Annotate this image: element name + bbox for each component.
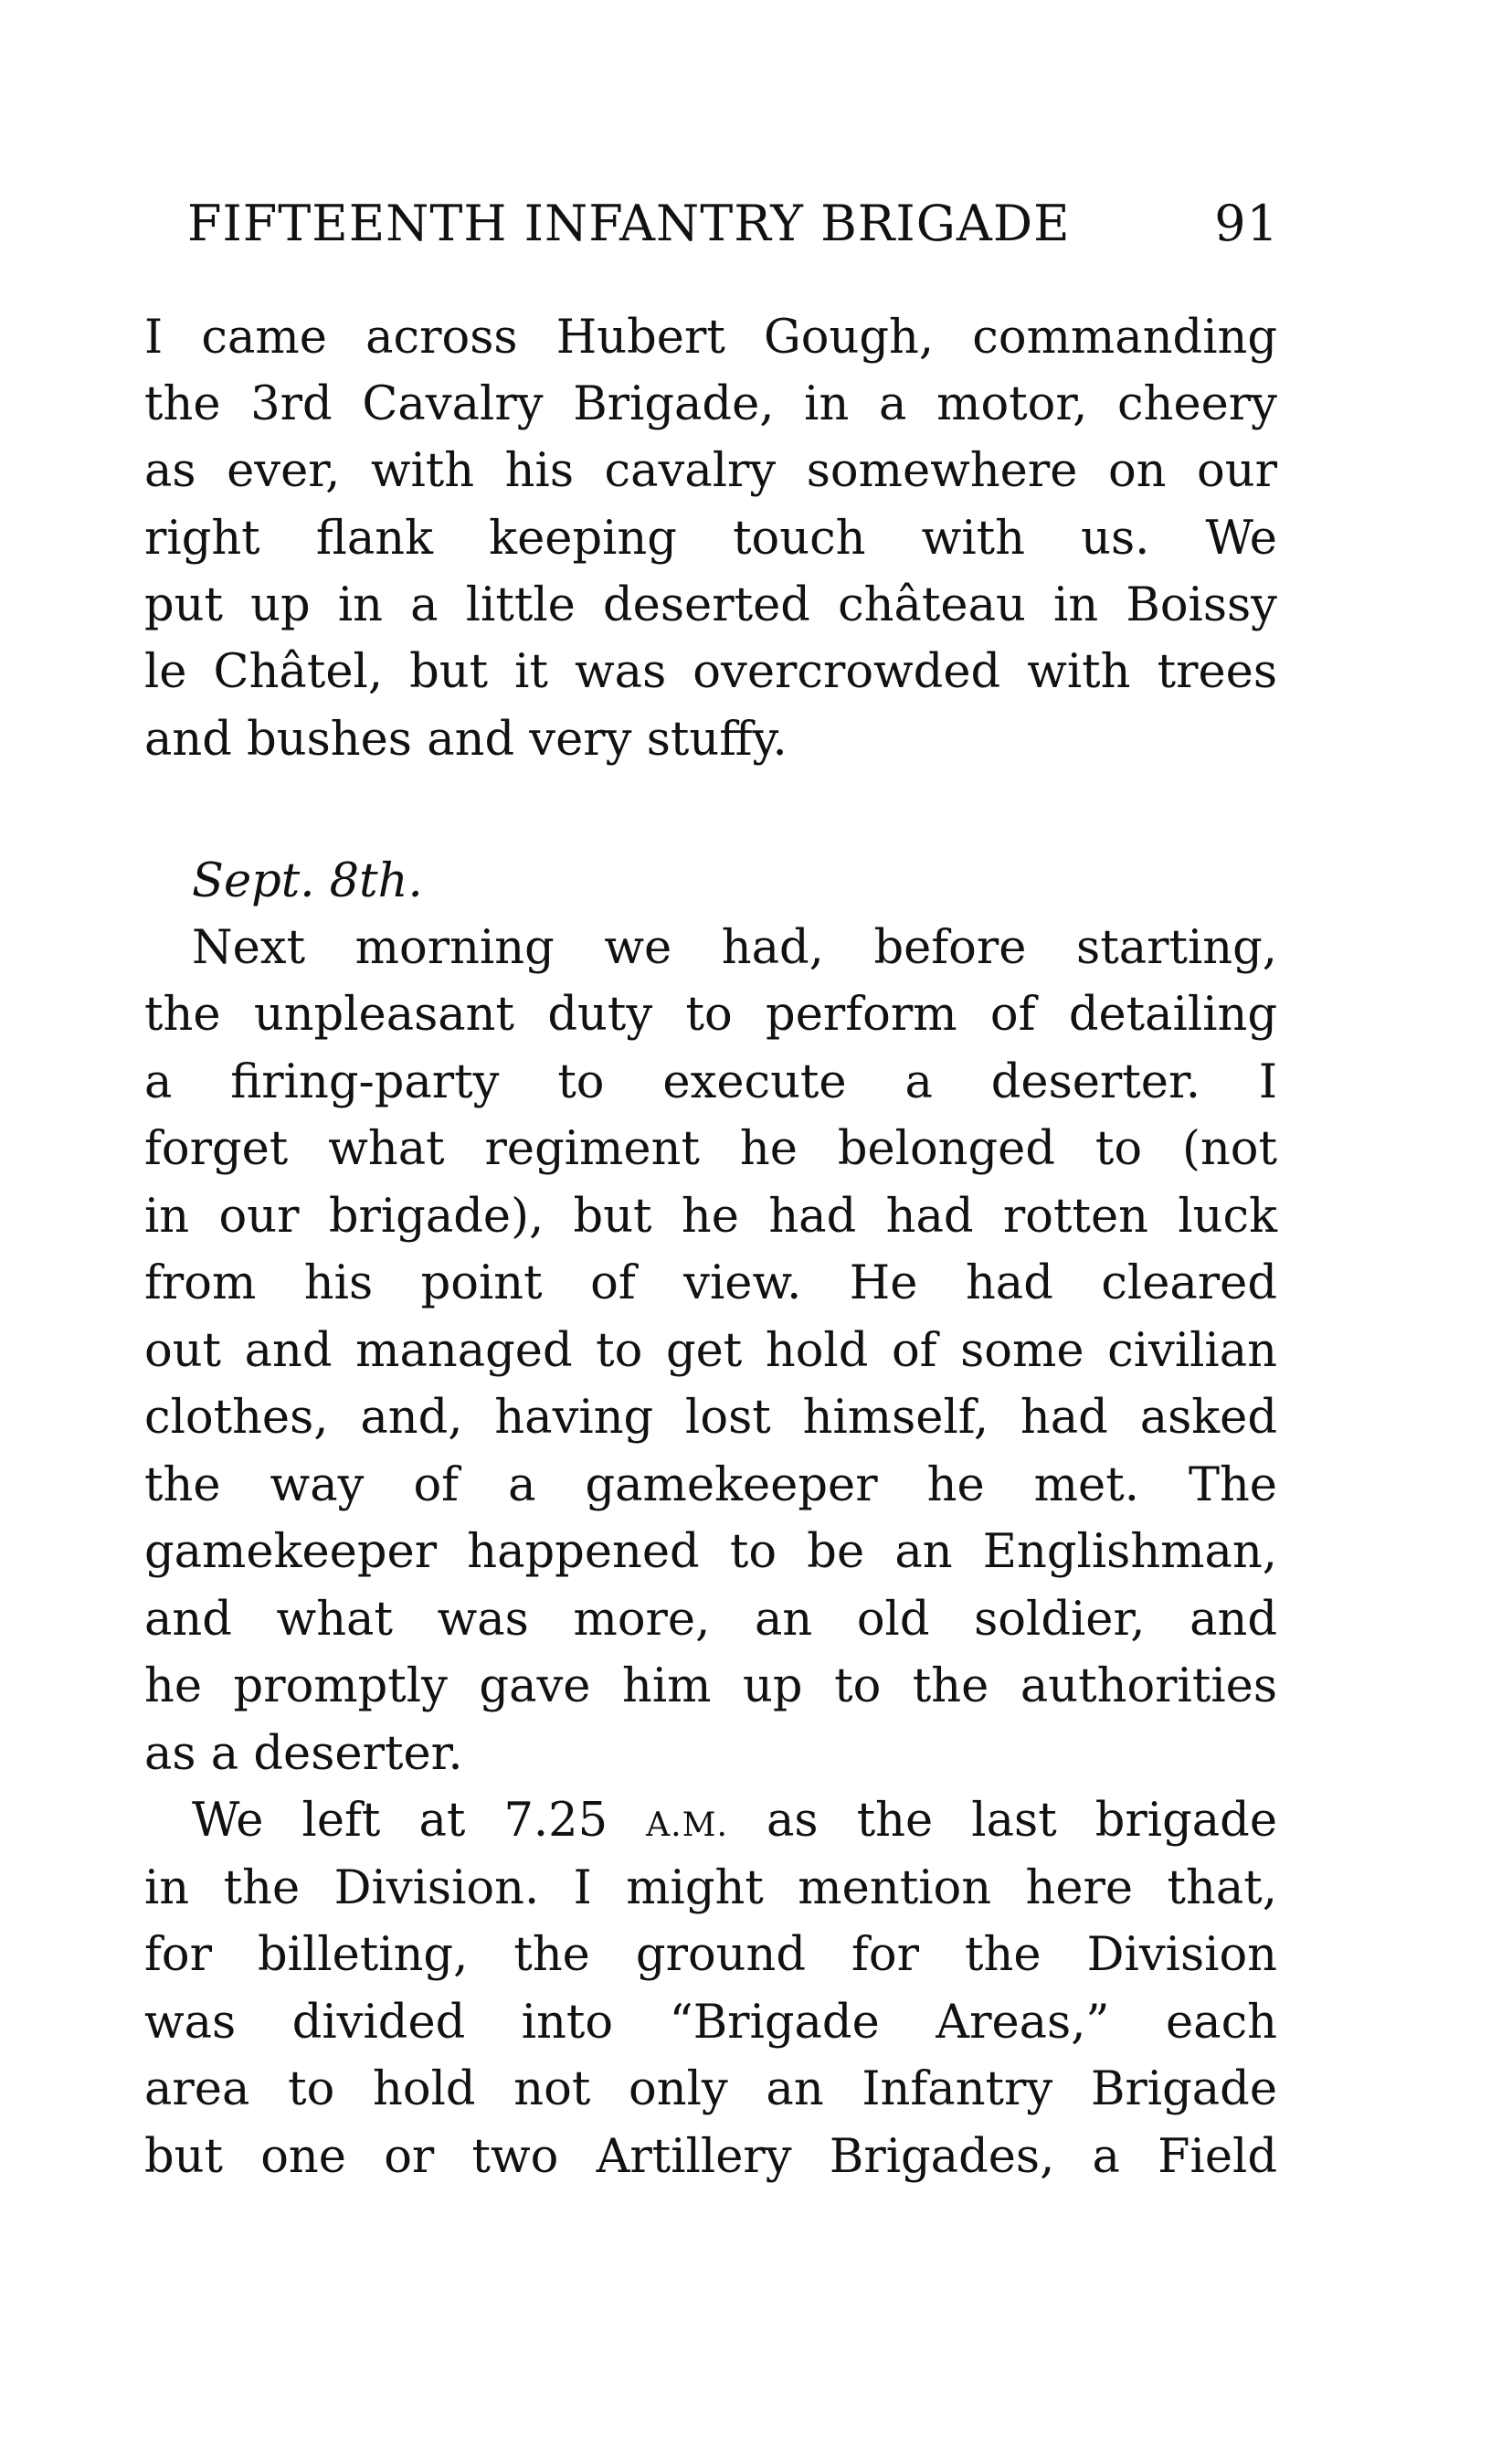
text-line: forget what regiment he belonged to (not [144, 1122, 1277, 1176]
text-line [192, 1789, 1277, 1853]
text-line: gamekeeper happened to be an Englishman, [144, 1525, 1277, 1579]
text-line: a firing-party to execute a deserter. I [144, 1055, 1277, 1109]
text-line: Next morning we had, before starting, [192, 921, 1277, 975]
text-line: and bushes and very stuffy. [144, 713, 788, 767]
text-line: from his point of view. He had cleared [144, 1256, 1277, 1310]
text-line: I came across Hubert Gough, commanding [144, 311, 1277, 365]
text-line: the unpleasant duty to perform of detailing [144, 988, 1277, 1042]
text-line: clothes, and, having lost himself, had asked [144, 1391, 1277, 1445]
text-fragment: as the last brigade [767, 1794, 1278, 1848]
text-line: le Châtel, but it was overcrowded with trees [144, 645, 1277, 699]
text-line: right flank keeping touch with us. We [144, 512, 1277, 566]
text-line: and what was more, an old soldier, and [144, 1593, 1277, 1647]
text-line: but one or two Artillery Brigades, a Field [144, 2130, 1277, 2184]
text-line: as ever, with his cavalry somewhere on our [144, 444, 1277, 498]
text-line: was divided into “Brigade Areas,” each [144, 1996, 1277, 2050]
running-head-title: FIFTEENTH INFANTRY BRIGADE [187, 195, 1071, 252]
dateline: Sept. 8th. [192, 854, 423, 908]
text-line: as a deserter. [144, 1727, 463, 1781]
text-line: area to hold not only an Infantry Brigade [144, 2062, 1277, 2116]
page-number: 91 [1214, 195, 1279, 252]
text-line: the 3rd Cavalry Brigade, in a motor, cheery [144, 377, 1277, 431]
running-header [187, 192, 1279, 256]
text-line: for billeting, the ground for the Division [144, 1928, 1277, 1982]
text-line: in our brigade), but he had had rotten luck [144, 1190, 1277, 1244]
text-line: he promptly gave him up to the authorities [144, 1659, 1277, 1713]
text-line: the way of a gamekeeper he met. The [144, 1458, 1277, 1512]
text-line: in the Division. I might mention here that, [144, 1861, 1277, 1915]
text-line: put up in a little deserted château in Boissy [144, 578, 1277, 632]
text-line: out and managed to get hold of some civilian [144, 1324, 1277, 1378]
text-fragment: We left at 7.25 [192, 1794, 608, 1848]
time-abbreviation: A.M. [646, 1807, 728, 1844]
